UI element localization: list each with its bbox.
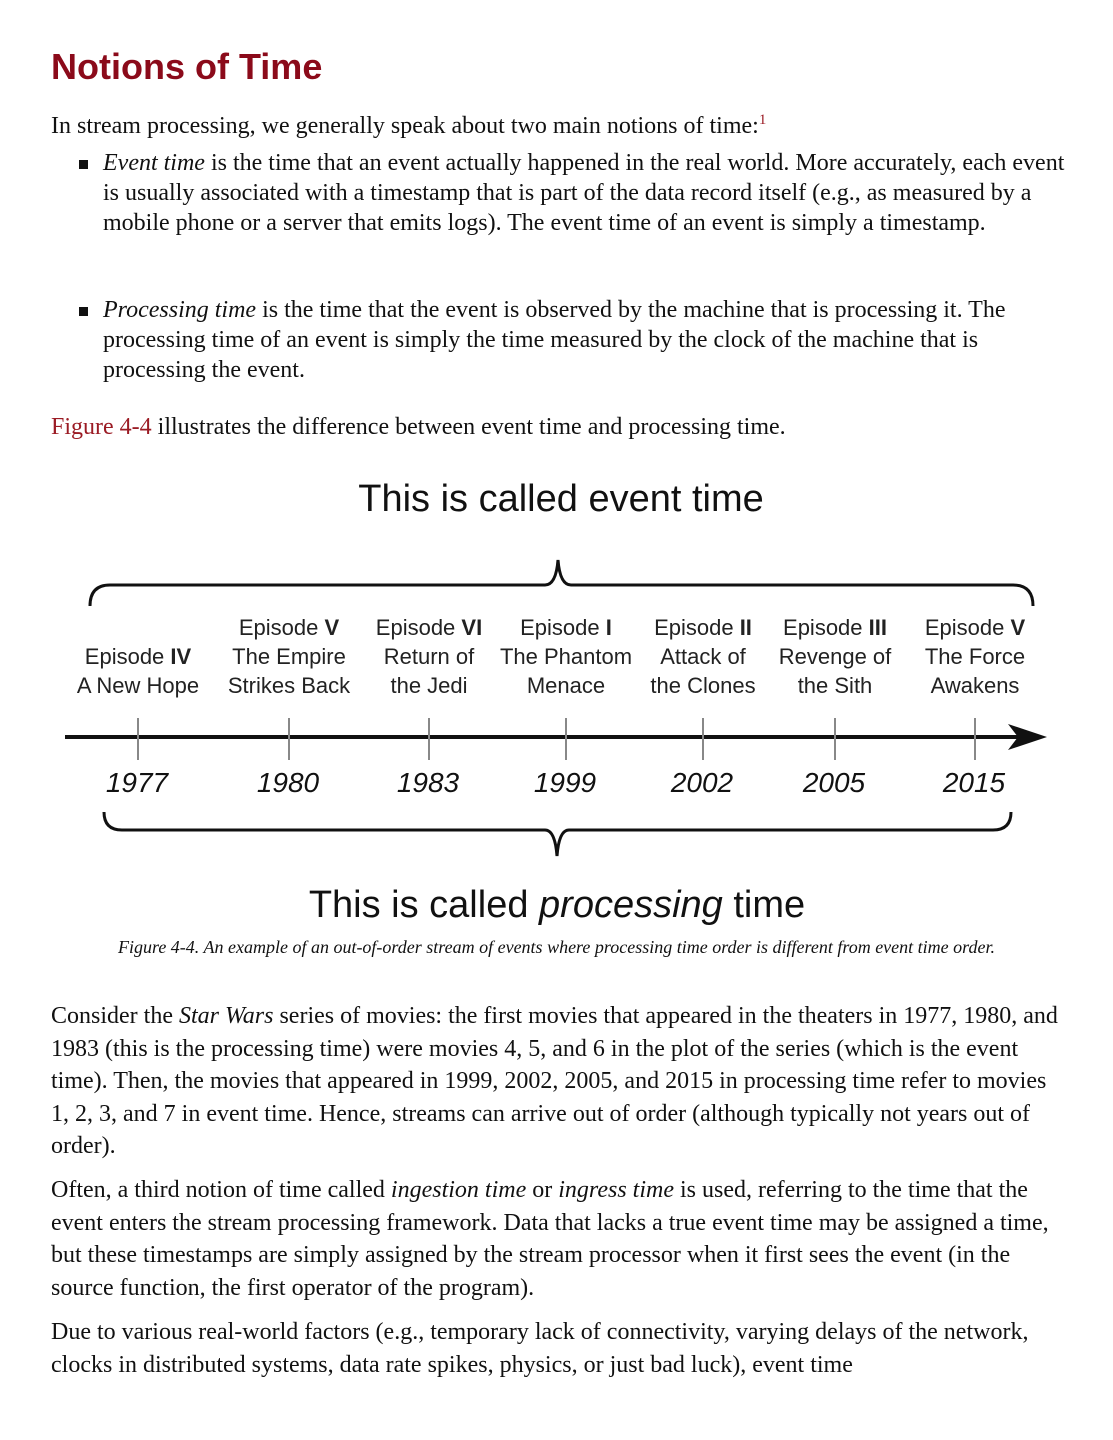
timeline-event [77,644,199,798]
processing-time-title: This is called processing time [308,884,806,926]
movie-title-line: Return of [383,644,475,669]
intro-paragraph [51,105,1066,141]
timeline-event [376,615,482,798]
bullet-term: Processing time [103,297,257,323]
timeline-event [650,615,755,798]
episode-label: Episode VI [375,615,483,640]
movie-title-line: Revenge of [778,644,892,669]
intro-text: In stream processing, we generally speak about two main notions of time: [51,113,759,139]
paragraph-ingestion-time: Often, a third notion of time called ingestion time or ingress time is used, referring to the time that the event enters the stream processing framework. Data that lacks a true event time may be assigned a time, but these timestamps are simply assigned by the stream processor when it first sees the event (in the source function, the first operator of the program). [51,1177,1049,1301]
paragraph-real-world-factors: Due to various real-world factors (e.g., temporary lack of connectivity, varying delays of the network, clocks in distributed systems, data rate spikes, physics, or just bad luck), event time [51,1319,1029,1378]
episode-label: Episode V [238,615,340,640]
figure-caption: Figure 4-4. An example of an out-of-order stream of events where processing time order is different from event time order. [117,937,995,957]
timeline-event [779,615,892,798]
event-time-title: This is called event time [358,478,764,520]
bullet-text: is the time that an event actually happened in the real world. More accurately, each event is usually associated with a timestamp that is part of the data record itself (e.g., as measured by a mobile phone or a server that emits logs). The event time of an event is simply a timestamp. [103,150,1065,236]
timeline-event [500,615,632,798]
movie-title-line: Menace [526,673,606,698]
bullet-square-icon [79,160,88,169]
year-label: 1999 [533,767,597,798]
processing-time-brace [104,812,1011,856]
timeline-figure [0,460,1113,930]
movie-title-line: the Clones [650,673,756,698]
episode-label: Episode II [654,615,752,640]
movie-title-line: Strikes Back [227,673,351,698]
movie-title-line: The Phantom [499,644,633,669]
movie-title-line: The Force [924,644,1026,669]
year-label: 1983 [396,767,460,798]
movie-title-line: the Sith [797,673,873,698]
year-label: 2005 [802,767,866,798]
movie-title-line: Attack of [660,644,746,669]
figure-reference-paragraph [51,412,1066,442]
movie-title-line: Awakens [930,673,1020,698]
timeline-event [228,615,351,798]
movie-title-line: The Empire [232,644,346,669]
year-label: 1977 [105,767,169,798]
paragraph-star-wars: Consider the Star Wars series of movies: the first movies that appeared in the theaters in 1977, 1980, and 1983 (this is the processing time) were movies 4, 5, and 6 in the plot of the series (which is the event time). Then, the movies that appeared in 1999, 2002, 2005, and 2015 in processing time refer to movies 1, 2, 3, and 7 in event time. Hence, streams can arrive out of order (although typically not years out of order). [51,1003,1058,1159]
figure-ref-text: illustrates the difference between event time and processing time. [151,414,786,440]
movie-title-line: the Jedi [390,673,468,698]
episode-label: Episode III [783,615,887,640]
section-heading: Notions of Time [51,46,323,87]
footnote-link[interactable]: 1 [758,112,767,128]
movie-title-line: A New Hope [76,673,200,698]
year-label: 1980 [256,767,320,798]
episode-label: Episode IV [84,644,192,669]
figure-link[interactable]: Figure 4-4 [51,414,152,440]
bullet-square-icon [79,307,88,316]
bullet-processing-time [51,295,1066,385]
year-label: 2015 [942,767,1006,798]
bullet-term: Event time [103,150,205,176]
episode-label: Episode V [924,615,1026,640]
bullet-event-time [51,148,1066,238]
event-time-brace [90,560,1033,606]
year-label: 2002 [670,767,734,798]
timeline-event [925,615,1026,798]
bullet-text: is the time that the event is observed by the machine that is processing it. The processing time of an event is simply the time measured by the clock of the machine that is processing the event. [103,297,1006,383]
episode-label: Episode I [520,615,612,640]
